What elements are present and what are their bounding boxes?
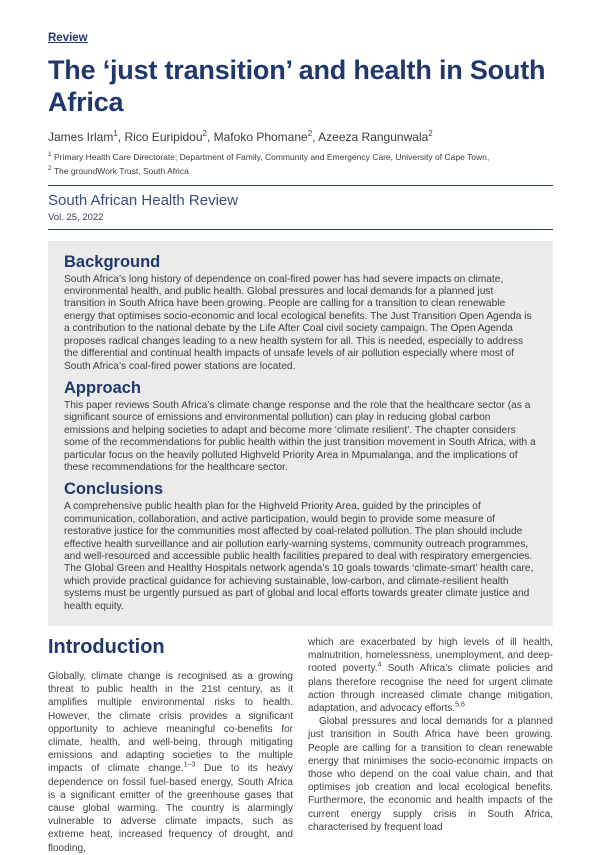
intro-paragraph: Global pressures and local demands for a planned just transition in South Africa have been growing. People are calling for a transition to clean renewable energy that minimises the socio-economic impacts on those who depend on the coal value chain, and that optimises job creation and local ecological benefits. Furthermore, the economic and health impacts of the current energy supply crisis in South Africa, characterised by frequent load [308,716,553,833]
reference-superscript: 5,6 [455,701,465,709]
journal-volume: Vol. 25, 2022 [48,211,104,223]
authors-line [48,127,553,144]
reference-superscript: 1–3 [183,762,196,770]
paragraph-text: Due to its heavy dependence on fossil fuel-based energy, South Africa is a significant emitter of the greenhouse gases that cause global warming. The country is alarmingly vulnerable to adverse climate impacts, such as extreme heat, increased frequency of drought, and flooding, [48,763,294,854]
section-heading: Approach [64,378,142,397]
paper-title: The ‘just transition’ and health in South Africa [48,55,546,117]
intro-paragraph [48,670,293,855]
abstract-box [48,241,553,626]
section-body: South Africa’s long history of dependence on coal-fired power has had severe impacts on climate, environmental health, and public health. Global pressures and local demands for a planned just transition in South Africa have been growing. People are calling for a transition to clean renewable energy that optimises socio-economic and local ecological benefits. The Just Transition Open Agenda is a contribution to the national debate by the Life After Coal civil society campaign. The Open Agenda proposes radical changes leading to a new health system for all. This is needed, especially to address the differential and continual health impacts of unsafe levels of air pollution especially where most of South Africa’s coal-fired power stations are located. [64,273,532,372]
author-affiliation-marker: 2 [428,129,433,138]
header-rule-top [48,185,553,186]
section-heading: Background [64,252,161,271]
section-heading: Conclusions [64,480,164,499]
affiliation-line [48,163,553,177]
author-separator: , [117,130,125,144]
author-affiliation-marker: 1 [113,129,118,138]
introduction-heading: Introduction [48,636,165,658]
intro-left-column [48,636,293,855]
author-name: Mafoko Phomane [213,130,308,144]
review-link[interactable]: Review [48,32,88,44]
section-body: This paper reviews South Africa’s climate change response and the role that the healthcare sector (as a significant source of emissions and environmental pollution) can play in reducing global carbon emissions and helping societies to adapt and become more ‘climate resilient’. The chapter considers some of the recommendations for public health within the just transition movement in South Africa, with a particular focus on the heavily polluted Highveld Priority Area in Mpumalanga, and the implications of these recommendations for the healthcare sector. [64,399,536,473]
affiliation-text: Primary Health Care Directorate; Department of Family, Community and Emergency Care, University of Cape Town, [51,151,490,162]
affiliation-line [48,149,553,163]
author-affiliation-marker: 2 [307,129,313,138]
reference-superscript: 4 [377,662,382,670]
author-affiliation-marker: 2 [202,129,207,138]
affiliation-marker: 2 [48,164,52,172]
paragraph-text: which are exacerbated by high levels of ill health, malnutrition, homelessness, unemployment, and deep-rooted poverty. [308,637,553,675]
header-rule-bottom [48,229,553,230]
affiliations-block [48,149,553,177]
author-name: Azeeza Rangunwala [318,130,429,144]
author-name: Rico Euripidou [124,130,203,144]
author-separator: , [312,130,319,144]
author-name: James Irlam [48,130,114,144]
paragraph-text: South Africa’s climate policies and plans therefore recognise the need for urgent climate action through increased climate change mitigation, adaptation, and advocacy efforts. [308,663,553,715]
section-body: A comprehensive public health plan for the Highveld Priority Area, guided by the principles of communication, collaboration, and active participation, would begin to provide some measure of restorative justice for the communities most affected by coal-related pollution. The plan should include effective health surveillance and air pollution early-warning systems, community outreach programmes, and well-resourced and accessible public health facilities prepared to deal with respiratory emergencies. The Global Green and Healthy Hospitals network agenda’s 10 goals towards ‘climate-smart’ health care, which provide practical guidance for achieving sustainable, low-carbon, and climate-resilient health systems must be urgently pursued as part of global and local efforts towards greater climate justice and health equity. [64,501,534,612]
intro-paragraph [308,636,553,715]
affiliation-marker: 1 [48,151,52,158]
abstract-section-approach [64,379,537,474]
journal-name: South African Health Review [48,191,239,209]
paragraph-text: Globally, climate change is recognised as a growing threat to public health in the 21st century, as it amplifies multiple environmental risks to health. However, the climate crisis provides a significant opportunity to achieve meaningful co-benefits for climate, health, and well-being, through mitigating emissions and adapting societies to the multiple impacts of climate change. [48,671,293,775]
intro-right-column [308,636,553,855]
introduction-section [48,636,553,855]
abstract-section-conclusions [64,480,537,613]
author-separator: , [206,130,214,144]
affiliation-text: The groundWork Trust, South Africa [51,165,189,176]
abstract-section-background [64,253,537,373]
